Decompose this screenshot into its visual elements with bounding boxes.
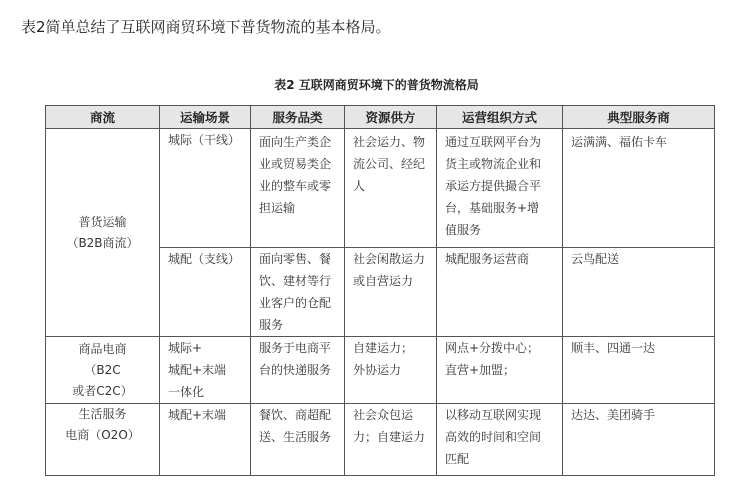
table-caption: 表2 互联网商贸环境下的普货物流格局 [274, 78, 479, 92]
cell-resource-provider: 社会众包运 力；自建运力 [345, 404, 437, 476]
cell-operation-mode: 以移动互联网实现 高效的时间和空间 匹配 [437, 404, 563, 476]
cell-service-category: 餐饮、商超配 送、生活服务 [251, 404, 345, 476]
cell-commerce: 生活服务 电商（O2O） [46, 404, 160, 476]
header-typical-provider: 典型服务商 [563, 106, 715, 129]
logistics-table [45, 105, 715, 476]
cell-transport-scene: 城际+ 城配+末端 一体化 [160, 337, 251, 404]
cell-typical-provider: 顺丰、四通一达 [563, 337, 715, 404]
cell-transport-scene: 城配（支线） [160, 248, 251, 337]
cell-resource-provider: 自建运力； 外协运力 [345, 337, 437, 404]
cell-service-category: 面向生产类企 业或贸易类企 业的整车或零 担运输 [251, 129, 345, 248]
header-operation-mode: 运营组织方式 [437, 106, 563, 129]
header-transport-scene: 运输场景 [160, 106, 251, 129]
cell-operation-mode: 城配服务运营商 [437, 248, 563, 337]
cell-typical-provider: 达达、美团骑手 [563, 404, 715, 476]
table-header-row [46, 106, 715, 129]
cell-typical-provider: 运满满、福佑卡车 [563, 129, 715, 248]
cell-transport-scene: 城际（干线） [160, 129, 251, 248]
cell-commerce: 普货运输 （B2B商流） [46, 129, 160, 337]
table-row [46, 404, 715, 476]
cell-resource-provider: 社会运力、物 流公司、经纪 人 [345, 129, 437, 248]
header-commerce: 商流 [46, 106, 160, 129]
table-row [46, 129, 715, 248]
cell-commerce: 商品电商 （B2C 或者C2C） [46, 337, 160, 404]
cell-operation-mode: 网点+分拨中心； 直营+加盟； [437, 337, 563, 404]
cell-service-category: 面向零售、餐 饮、建材等行 业客户的仓配 服务 [251, 248, 345, 337]
table-row [46, 337, 715, 404]
cell-transport-scene: 城配+末端 [160, 404, 251, 476]
cell-operation-mode: 通过互联网平台为 货主或物流企业和 承运方提供撮合平 台，基础服务+增 值服务 [437, 129, 563, 248]
cell-service-category: 服务于电商平 台的快递服务 [251, 337, 345, 404]
cell-resource-provider: 社会闲散运力 或自营运力 [345, 248, 437, 337]
cell-typical-provider: 云鸟配送 [563, 248, 715, 337]
header-service-category: 服务品类 [251, 106, 345, 129]
intro-paragraph: 表2简单总结了互联网商贸环境下普货物流的基本格局。 [21, 18, 391, 36]
header-resource-provider: 资源供方 [345, 106, 437, 129]
